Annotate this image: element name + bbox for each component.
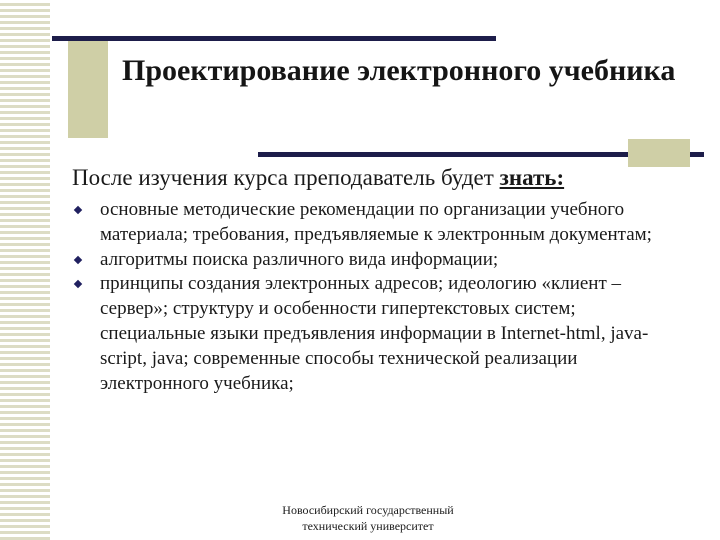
footer	[218, 502, 518, 534]
title-top-rule	[52, 36, 496, 41]
intro-emphasis: знать:	[499, 165, 565, 190]
intro-text	[72, 164, 702, 192]
bullet-list	[72, 198, 682, 396]
list-item	[72, 272, 682, 396]
slide-title: Проектирование электронного учебника	[122, 54, 676, 87]
intro-lead: После изучения курса преподаватель будет	[72, 165, 500, 190]
decorative-stripes	[0, 0, 50, 540]
diamond-bullet-icon	[74, 206, 82, 214]
right-accent-block	[628, 139, 690, 167]
title-accent-block	[68, 40, 108, 138]
list-item-text: алгоритмы поиска различного вида информации;	[100, 248, 499, 270]
diamond-bullet-icon	[74, 280, 82, 288]
list-item	[72, 248, 682, 273]
diamond-bullet-icon	[74, 255, 82, 263]
list-item-text: принципы создания электронных адресов; идеологию «клиент – сервер»; структуру и особенности гипертекстовых систем; специальные языки предъявления информации в Internet-html, java-script, java; современные способы технической реализации электронного учебника;	[100, 273, 649, 394]
footer-line-1: Новосибирский государственный	[282, 503, 454, 517]
list-item-text: основные методические рекомендации по организации учебного материала; требования, предъявляемые к электронным документам;	[100, 199, 652, 245]
list-item	[72, 198, 682, 248]
footer-line-2: технический университет	[302, 519, 434, 533]
